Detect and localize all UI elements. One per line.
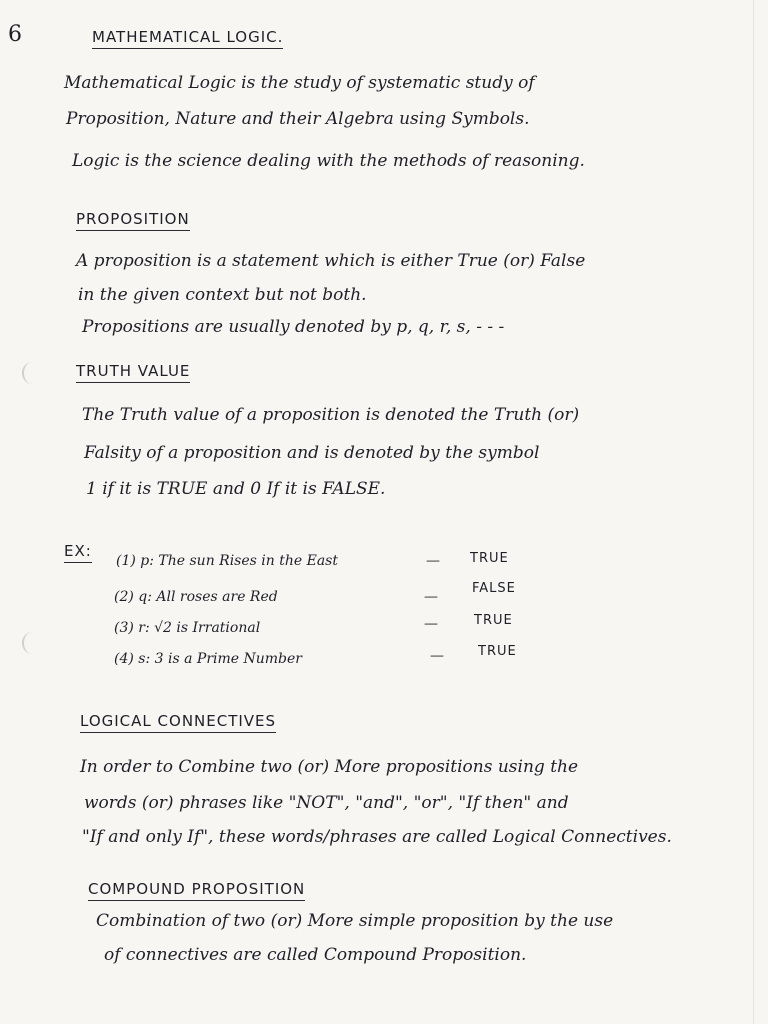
proposition-line-3: Propositions are usually denoted by p, q, r, s, - - - <box>82 317 505 337</box>
compound-line-2: of connectives are called Compound Proposition. <box>104 945 527 965</box>
punch-hole-top <box>22 362 42 384</box>
example-dash-2: — <box>424 589 438 605</box>
truth-value-heading: TRUTH VALUE <box>76 362 190 383</box>
example-dash-3: — <box>424 616 438 632</box>
example-row-3: (3) r: √2 is Irrational <box>114 620 261 636</box>
example-label: EX: <box>64 542 92 563</box>
intro-line-1: Mathematical Logic is the study of systematic study of <box>64 73 535 93</box>
example-dash-4: — <box>430 648 444 664</box>
truth-value-line-3: 1 if it is TRUE and 0 If it is FALSE. <box>86 479 386 499</box>
proposition-line-1: A proposition is a statement which is either True (or) False <box>76 251 586 271</box>
page-title: MATHEMATICAL LOGIC. <box>92 28 283 49</box>
proposition-heading: PROPOSITION <box>76 210 190 231</box>
truth-value-line-1: The Truth value of a proposition is denoted the Truth (or) <box>82 405 580 425</box>
intro-line-2: Proposition, Nature and their Algebra using Symbols. <box>66 109 530 129</box>
page-edge <box>753 0 754 1024</box>
example-row-1: (1) p: The sun Rises in the East <box>116 553 338 569</box>
connectives-line-2: words (or) phrases like "NOT", "and", "or", "If then" and <box>84 793 569 813</box>
margin-mark: 6 <box>8 22 22 47</box>
example-row-4: (4) s: 3 is a Prime Number <box>114 651 302 667</box>
compound-heading: COMPOUND PROPOSITION <box>88 880 305 901</box>
connectives-heading: LOGICAL CONNECTIVES <box>80 712 276 733</box>
punch-hole-bottom <box>22 632 42 654</box>
example-value-4: TRUE <box>478 644 517 659</box>
example-row-2: (2) q: All roses are Red <box>114 589 278 605</box>
example-value-2: FALSE <box>472 581 516 596</box>
example-dash-1: — <box>426 553 440 569</box>
example-value-1: TRUE <box>470 551 509 566</box>
connectives-line-3: "If and only If", these words/phrases are called Logical Connectives. <box>82 827 672 847</box>
truth-value-line-2: Falsity of a proposition and is denoted by the symbol <box>84 443 540 463</box>
compound-line-1: Combination of two (or) More simple proposition by the use <box>96 911 614 931</box>
connectives-line-1: In order to Combine two (or) More propositions using the <box>80 757 579 777</box>
intro-line-3: Logic is the science dealing with the methods of reasoning. <box>72 151 585 171</box>
example-value-3: TRUE <box>474 613 513 628</box>
proposition-line-2: in the given context but not both. <box>78 285 367 305</box>
